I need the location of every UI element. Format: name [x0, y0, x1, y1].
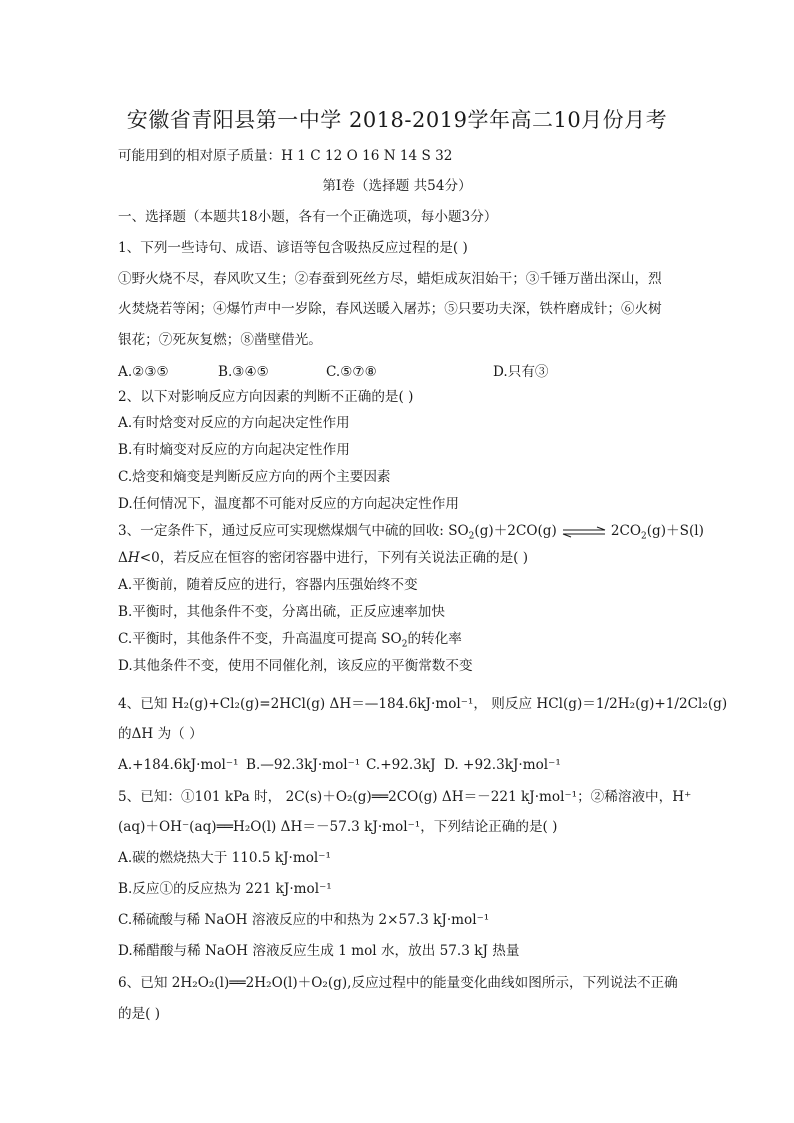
q3-option-c: C.平衡时，其他条件不变，升高温度可提高 $SO_2$的转化率: [118, 631, 462, 650]
q1-text-line3: 银花；⑦死灰复燃；⑧凿壁借光。: [118, 332, 322, 348]
q1-text-line2: 火焚烧若等闲；④爆竹声中一岁除，春风送暖入屠苏；⑤只要功夫深，铁杵磨成针；⑥火树: [118, 301, 662, 317]
q1-option-a: A.②③⑤: [118, 364, 169, 380]
q4-option-b: B.—92.3kJ·mol⁻¹: [246, 757, 361, 773]
q3-option-c-part1: C.平衡时，其他条件不变，升高温度可提高 SO: [118, 631, 402, 647]
part-heading: 一、选择题（本题共18小题，各有一个正确选项，每小题3分）: [118, 209, 498, 225]
q6-stem-line1: 6、已知 2H₂O₂(l)══2H₂O(l)＋O₂(g),反应过程中的能量变化曲线如图所示，下列说法不正确: [118, 975, 678, 991]
q3-stem-part1: 3、一定条件下，通过反应可实现燃煤烟气中硫的回收: SO: [118, 523, 469, 539]
q1-stem: 1、下列一些诗句、成语、谚语等包含吸热反应过程的是( ): [118, 240, 468, 256]
q4-stem-line2: 的ΔH 为（ ）: [118, 726, 203, 742]
q5-stem-line2: (aq)＋OH⁻(aq)══H₂O(l) ΔH＝－57.3 kJ·mol⁻¹，下列结论正确的是( ): [118, 819, 558, 835]
q4-option-c: C.+92.3kJ: [366, 757, 436, 773]
q1-option-b: B.③④⑤: [218, 364, 269, 380]
q4-option-d: D. +92.3kJ·mol⁻¹: [444, 757, 561, 773]
q3-stem-part3: 2CO: [610, 523, 642, 539]
q6-stem-line2: 的是( ): [118, 1006, 161, 1022]
equilibrium-arrow-icon: [561, 526, 607, 538]
q3-stem: 3、一定条件下，通过反应可实现燃煤烟气中硫的回收: $SO_2(g)+2CO(g)$ $2CO_2(g)+S(l)$: [118, 523, 704, 542]
q1-text-line1: ①野火烧不尽，春风吹又生；②春蚕到死丝方尽，蜡炬成灰泪始干；③千锤万凿出深山，烈: [118, 271, 662, 287]
q1-option-d: D.只有③: [493, 364, 549, 380]
q1-option-c: C.⑤⑦⑧: [326, 364, 377, 380]
q2-option-b: B.有时熵变对反应的方向起决定性作用: [118, 442, 350, 458]
q2-option-d: D.任何情况下，温度都不可能对反应的方向起决定性作用: [118, 496, 459, 512]
q5-option-b: B.反应①的反应热为 221 kJ·mol⁻¹: [118, 881, 332, 897]
q5-stem-line1: 5、已知：①101 kPa 时， 2C(s)＋O₂(g)══2CO(g) ΔH＝－221 kJ·mol⁻¹；②稀溶液中，H⁺: [118, 789, 692, 805]
q4-option-a: A.+184.6kJ·mol⁻¹: [118, 757, 239, 773]
q3-stem-line2: ΔH<0，若反应在恒容的密闭容器中进行，下列有关说法正确的是( ): [118, 550, 529, 566]
q2-option-a: A.有时焓变对反应的方向起决定性作用: [118, 415, 350, 431]
atomic-mass-line: 可能用到的相对原子质量：H 1 C 12 O 16 N 14 S 32: [118, 148, 453, 164]
q3-option-c-part2: 的转化率: [407, 631, 462, 647]
q3-stem-line2-text: <0，若反应在恒容的密闭容器中进行，下列有关说法正确的是( ): [139, 550, 529, 566]
q5-option-a: A.碳的燃烧热大于 110.5 kJ·mol⁻¹: [118, 850, 331, 866]
exam-title: 安徽省青阳县第一中学 2018-2019学年高二10月份月考: [126, 108, 668, 132]
q3-option-b: B.平衡时，其他条件不变，分离出硫，正反应速率加快: [118, 604, 445, 620]
q3-option-d: D.其他条件不变，使用不同催化剂，该反应的平衡常数不变: [118, 658, 473, 674]
q3-stem-part2: (g)＋2CO(g): [474, 523, 557, 539]
q2-stem: 2、以下对影响反应方向因素的判断不正确的是( ): [118, 389, 414, 405]
q4-stem-line1: 4、已知 H₂(g)+Cl₂(g)=2HCl(g) ΔH＝—184.6kJ·mol⁻¹， 则反应 HCl(g)＝1/2H₂(g)+1/2Cl₂(g): [118, 696, 728, 712]
q5-option-d: D.稀醋酸与稀 NaOH 溶液反应生成 1 mol 水，放出 57.3 kJ 热量: [118, 943, 520, 959]
q2-option-c: C.焓变和熵变是判断反应方向的两个主要因素: [118, 469, 391, 485]
q3-option-a: A.平衡前，随着反应的进行，容器内压强始终不变: [118, 577, 418, 593]
section-heading: 第Ⅰ卷（选择题 共54分）: [322, 178, 472, 194]
q3-stem-part4: (g)＋S(l): [646, 523, 704, 539]
q5-option-c: C.稀硫酸与稀 NaOH 溶液反应的中和热为 2×57.3 kJ·mol⁻¹: [118, 912, 490, 928]
